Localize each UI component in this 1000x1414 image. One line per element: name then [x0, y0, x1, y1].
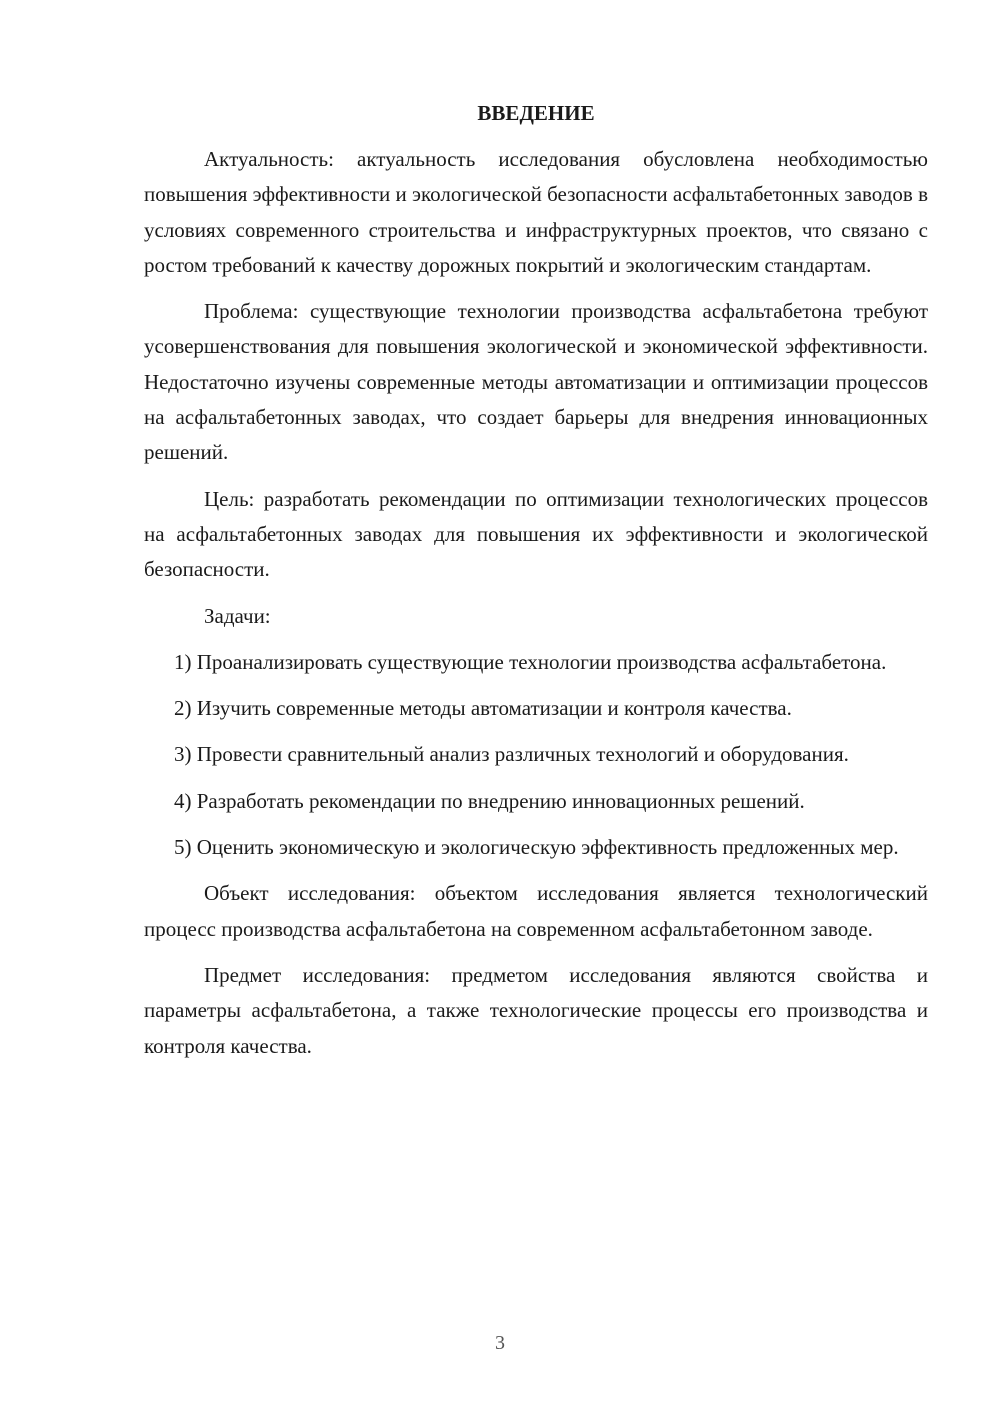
- page-body: [144, 96, 928, 1075]
- task-list-item: 4) Разработать рекомендации по внедрению инновационных решений.: [174, 788, 805, 813]
- paragraph-list: [144, 142, 928, 1064]
- body-paragraph: Проблема: существующие технологии производства асфальтабетона требуют усовершенствования для повышения экологической и экономической эффективности. Недостаточно изучены современные методы автоматизации и оптимизации процессов на асфальтабетонных заводах, что создает барьеры для внедрения инновационных решений.: [144, 299, 928, 465]
- task-list-item: 1) Проанализировать существующие технологии производства асфальтабетона.: [174, 649, 887, 674]
- body-paragraph: Объект исследования: объектом исследования является технологический процесс производства асфальтабетона на современном асфальтабетонном заводе.: [144, 881, 928, 941]
- body-paragraph: Актуальность: актуальность исследования обусловлена необходимостью повышения эффективности и экологической безопасности асфальтабетонных заводов в условиях современного строительства и инфраструктурных проектов, что связано с ростом требований к качеству дорожных покрытий и экологическим стандартам.: [144, 147, 928, 277]
- page-number: 3: [495, 1332, 505, 1354]
- body-paragraph: Предмет исследования: предметом исследования являются свойства и параметры асфальтабетона, а также технологические процессы его производства и контроля качества.: [144, 962, 928, 1058]
- body-paragraph: Задачи:: [204, 603, 271, 628]
- section-title: ВВЕДЕНИЕ: [477, 101, 595, 125]
- task-list-item: 3) Провести сравнительный анализ различных технологий и оборудования.: [174, 742, 849, 767]
- body-paragraph: Цель: разработать рекомендации по оптимизации технологических процессов на асфальтабетонных заводах для повышения их эффективности и экологической безопасности.: [144, 486, 928, 582]
- task-list-item: 2) Изучить современные методы автоматизации и контроля качества.: [174, 696, 792, 721]
- task-list-item: 5) Оценить экономическую и экологическую эффективность предложенных мер.: [174, 835, 899, 860]
